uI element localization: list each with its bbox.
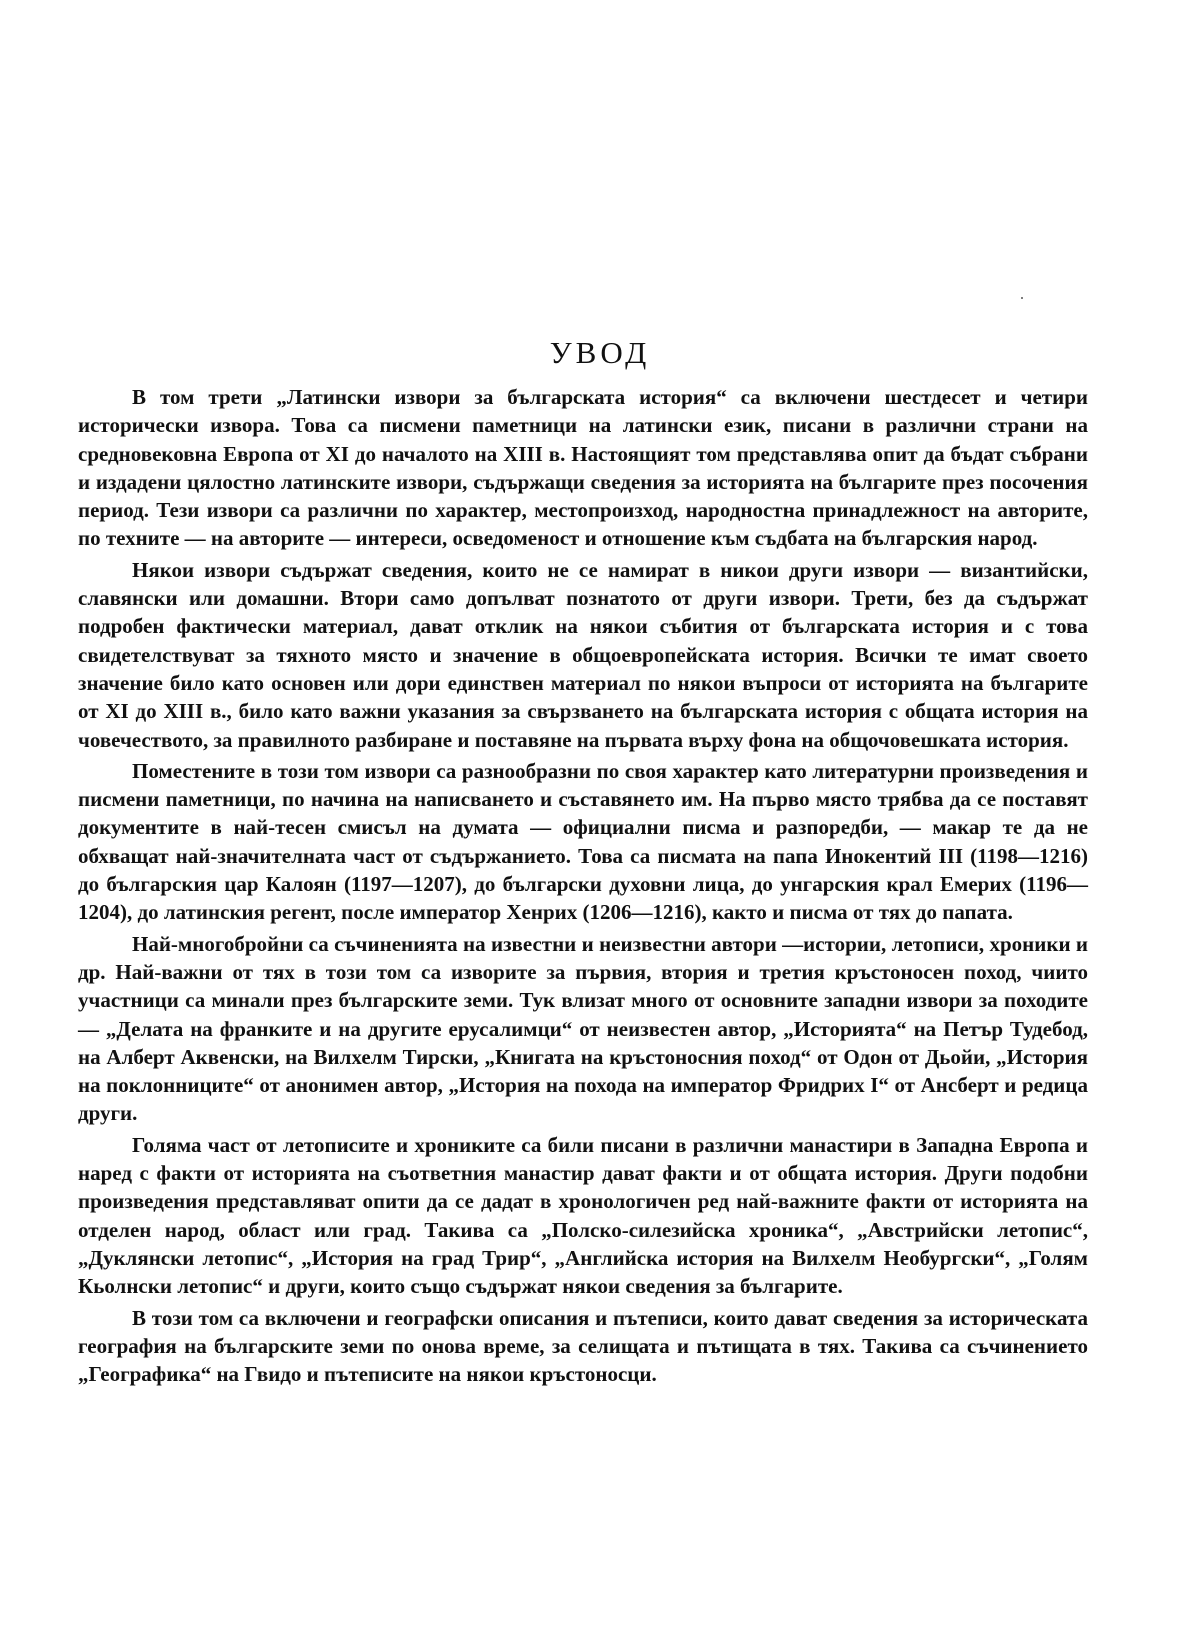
scan-speck (1021, 297, 1023, 299)
page-title: УВОД (549, 335, 651, 370)
paragraph-2: Някои извори съдържат сведения, които не се намират в никои други извори — византийски, славянски или домашни. Втори само допълват познатото от други извори. Трети, без да съдържат подробен фактически материал, дават отклик на някои събития от българската история и с това свидетелствуват за тяхното място и значение в общоевропейската история. Всички те имат своето значение било като основен или дори единствен материал по някои въпроси от историята на българите от XI до XIII в., било като важни указания за свързването на българската история с общата история на човечеството, за правилното разбиране и поставяне на първата върху фона на общочовешката история. (78, 557, 1088, 752)
paragraph-1: В том трети „Латински извори за българската история“ са включени шестдесет и четири исторически извора. Това са писмени паметници на латински език, писани в различни страни на средновековна Европа от XI до началото на XIII в. Настоящият том представлява опит да бъдат събрани и издадени цялостно латинските извори, съдържащи сведения за историята на българите през посочения период. Тези извори са различни по характер, местопроизход, народностна принадлежност на авторите, по техните — на авторите — интереси, осведоменост и отношение към съдбата на българския народ. (78, 385, 1088, 551)
paragraph-6: В този том са включени и географски описания и пътеписи, които дават сведения за историческата география на българските земи по онова време, за селищата и пътищата в тях. Такива са съчинението „Географика“ на Гвидо и пътеписите на някои кръстоносци. (78, 1305, 1088, 1387)
paragraph-3: Поместените в този том извори са разнообразни по своя характер като литературни произведения и писмени паметници, по начина на написването и съставянето им. На първо място трябва да се поставят документите в най-тесен смисъл на думата — официални писма и разпоредби, — макар те да не обхващат най-значителната част от съдържанието. Това са писмата на папа Инокентий III (1198—1216) до българския цар Калоян (1197—1207), до български духовни лица, до унгарския крал Емерих (1196—1204), до латинския регент, после император Хенрих (1206—1216), както и писма от тях до папата. (78, 758, 1088, 925)
body-text (78, 383, 1088, 1388)
paragraph-4: Най-многобройни са съчиненията на известни и неизвестни автори —истории, летописи, хроники и др. Най-важни от тях в този том са изворите за първия, втория и третия кръстоносен поход, чиито участници са минали през българските земи. Тук влизат много от основните западни извори за походите — „Делата на франките и на другите ерусалимци“ от неизвестен автор, „Историята“ на Петър Тудебод, на Алберт Аквенски, на Вилхелм Тирски, „Книгата на кръстоносния поход“ от Одон от Дьойи, „История на поклонниците“ от анонимен автор, „История на похода на император Фридрих I“ от Ансберт и редица други. (78, 931, 1088, 1126)
paragraph-5: Голяма част от летописите и хрониките са били писани в различни манастири в Западна Европа и наред с факти от историята на съответния манастир дават факти и от общата история. Други подобни произведения представляват опити да се дадат в хронологичен ред най-важните факти от историята на отделен народ, област или град. Такива са „Полско-силезийска хроника“, „Австрийски летопис“, „Дуклянски летопис“, „История на град Трир“, „Английска история на Вилхелм Необургски“, „Голям Кьолнски летопис“ и други, които също съдържат някои сведения за българите. (78, 1132, 1088, 1299)
